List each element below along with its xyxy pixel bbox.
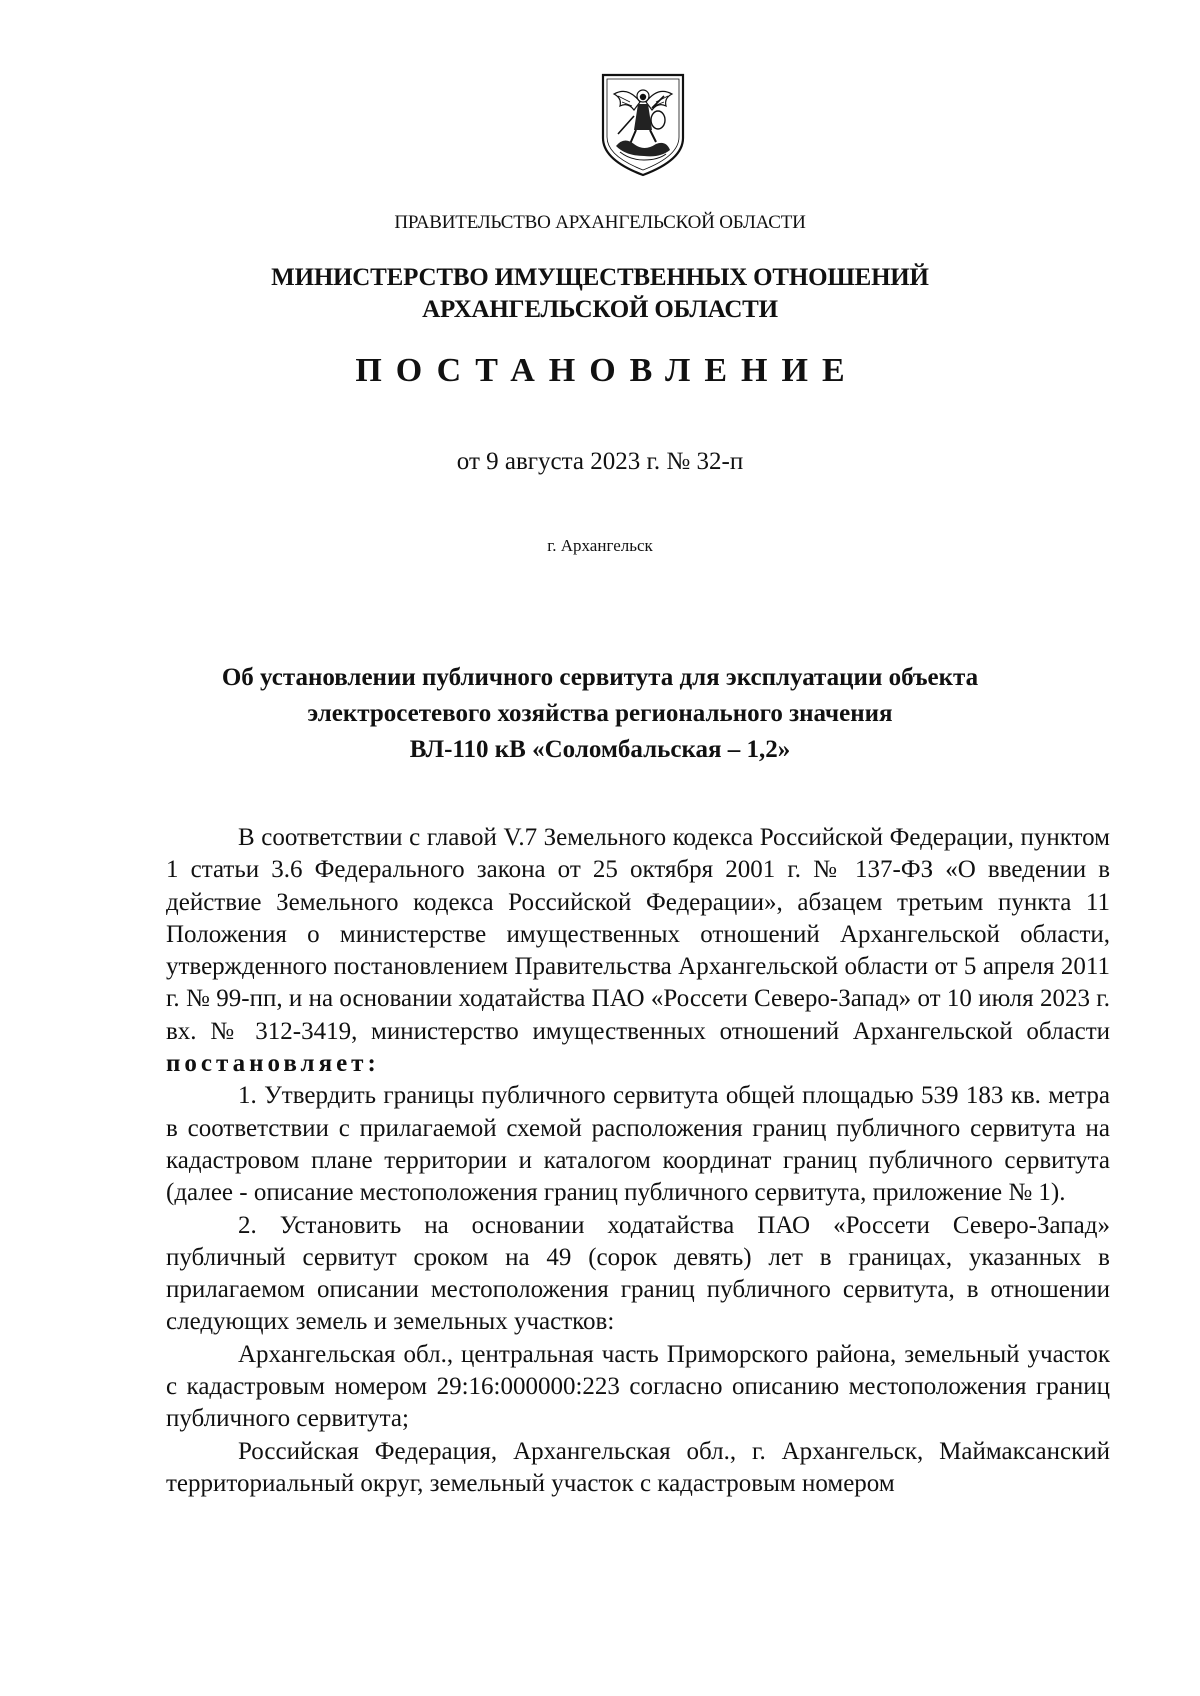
document-type: ПОСТАНОВЛЕНИЕ	[355, 352, 859, 389]
title-line-3: ВЛ-110 кВ «Соломбальская – 1,2»	[409, 736, 791, 763]
government-name: ПРАВИТЕЛЬСТВО АРХАНГЕЛЬСКОЙ ОБЛАСТИ	[394, 212, 806, 233]
ministry-name-line-2: АРХАНГЕЛЬСКОЙ ОБЛАСТИ	[422, 296, 778, 323]
document-title	[0, 660, 1200, 768]
title-line-1: Об установлении публичного сервитута для эксплуатации объекта	[221, 664, 979, 691]
resolves-text: постановляет:	[166, 1050, 380, 1078]
ministry-name-line-1: МИНИСТЕРСТВО ИМУЩЕСТВЕННЫХ ОТНОШЕНИЙ	[271, 264, 929, 291]
ministry-name	[0, 262, 1200, 326]
coat-of-arms-icon	[600, 72, 686, 178]
preamble-paragraph	[166, 822, 1110, 1080]
land-2-paragraph: Российская Федерация, Архангельская обл., г. Архангельск, Маймаксанский территориальный округ, земельный участок с кадастровым номером	[166, 1437, 1110, 1497]
preamble-text: В соответствии с главой V.7 Земельного кодекса Российской Федерации, пунктом 1 статьи 3.6 Федерального закона от 25 октября 2001 г. № 137-ФЗ «О введении в действие Земельного кодекса Российской Федерации», абзацем третьим пункта 11 Положения о министерстве имущественных отношений Архангельской области, утвержденного постановлением Правительства Архангельской области от 5 апреля 2011 г. № 99-пп, и на основании ходатайства ПАО «Россети Северо-Запад» от 10 июля 2023 г. вх. № 312-3419, министерство имущественных отношений Архангельской области	[166, 824, 1110, 1045]
item-1-paragraph: 1. Утвердить границы публичного сервитута общей площадью 539 183 кв. метра в соответствии с прилагаемой схемой расположения границ публичного сервитута на кадастровом плане территории и каталогом координат границ публичного сервитута (далее - описание местоположения границ публичного сервитута, приложение № 1).	[166, 1082, 1110, 1207]
title-line-2: электросетевого хозяйства регионального значения	[307, 700, 893, 727]
document-body	[166, 822, 1110, 1500]
item-2-paragraph: 2. Установить на основании ходатайства ПАО «Россети Северо-Запад» публичный сервитут сроком на 49 (сорок девять) лет в границах, указанных в прилагаемом описании местоположения границ публичного сервитута, в отношении следующих земель и земельных участков:	[166, 1211, 1110, 1336]
document-date-number: от 9 августа 2023 г. № 32-п	[456, 448, 744, 475]
land-1-paragraph: Архангельская обл., центральная часть Приморского района, земельный участок с кадастровым номером 29:16:000000:223 согласно описанию местоположения границ публичного сервитута;	[166, 1340, 1110, 1433]
document-place: г. Архангельск	[547, 536, 653, 555]
